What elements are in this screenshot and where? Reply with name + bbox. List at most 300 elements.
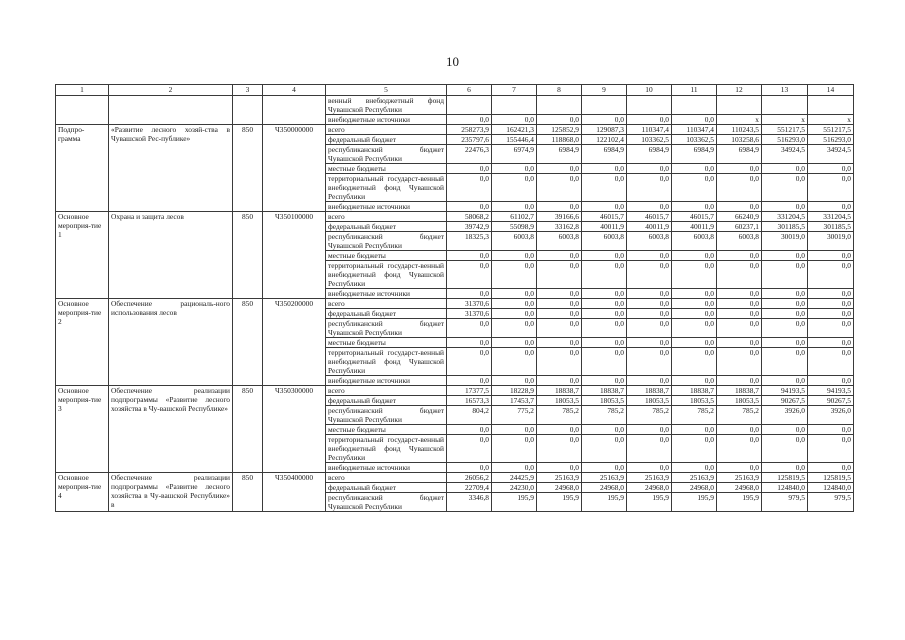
amount-cell: 0,0 <box>627 251 672 261</box>
amount-cell: 0,0 <box>672 309 717 319</box>
amount-cell: 0,0 <box>582 319 627 338</box>
amount-cell: 162421,3 <box>492 125 537 135</box>
amount-cell: 60237,1 <box>717 222 762 232</box>
amount-cell: 0,0 <box>672 251 717 261</box>
amount-cell: 18325,3 <box>447 232 492 251</box>
status-cell: Основное мероприя-тие 1 <box>56 212 109 299</box>
funding-source: федеральный бюджет <box>326 222 447 232</box>
executor-code-cell: 850 <box>233 125 263 212</box>
amount-cell: 103362,5 <box>627 135 672 145</box>
amount-cell: 40011,9 <box>627 222 672 232</box>
amount-cell: 0,0 <box>672 299 717 309</box>
table-row <box>56 473 854 483</box>
amount-cell: 0,0 <box>627 435 672 463</box>
funding-source: территориальный государст-венный внебюджетный фонд Чувашской Республики <box>326 261 447 289</box>
amount-cell: 0,0 <box>447 463 492 473</box>
table-row <box>56 386 854 396</box>
amount-cell: 0,0 <box>672 174 717 202</box>
amount-cell: 0,0 <box>627 261 672 289</box>
amount-cell: 18838,7 <box>717 386 762 396</box>
funding-source: внебюджетные источники <box>326 202 447 212</box>
amount-cell: 0,0 <box>627 174 672 202</box>
amount-cell: 0,0 <box>672 338 717 348</box>
amount-cell: 125819,5 <box>762 473 808 483</box>
amount-cell: 0,0 <box>492 425 537 435</box>
amount-cell: 0,0 <box>537 425 582 435</box>
amount-cell: 0,0 <box>672 202 717 212</box>
amount-cell: 58068,2 <box>447 212 492 222</box>
funding-source: внебюджетные источники <box>326 376 447 386</box>
funding-source: федеральный бюджет <box>326 396 447 406</box>
amount-cell: 6984,9 <box>627 145 672 164</box>
amount-cell: 3926,0 <box>762 406 808 425</box>
amount-cell: 0,0 <box>492 174 537 202</box>
amount-cell: 25163,9 <box>717 473 762 483</box>
amount-cell: 551217,5 <box>762 125 808 135</box>
amount-cell: 0,0 <box>808 261 854 289</box>
amount-cell: 0,0 <box>808 338 854 348</box>
amount-cell: 785,2 <box>537 406 582 425</box>
financing-table <box>55 84 854 512</box>
amount-cell: 18228,9 <box>492 386 537 396</box>
amount-cell: 18053,5 <box>582 396 627 406</box>
amount-cell: 6984,9 <box>582 145 627 164</box>
amount-cell: 31370,6 <box>447 299 492 309</box>
amount-cell: 0,0 <box>582 348 627 376</box>
amount-cell: 24968,0 <box>582 483 627 493</box>
amount-cell: 0,0 <box>582 299 627 309</box>
amount-cell: 0,0 <box>762 435 808 463</box>
amount-cell: 0,0 <box>627 425 672 435</box>
amount-cell: 0,0 <box>808 289 854 299</box>
amount-cell: 0,0 <box>492 115 537 125</box>
amount-cell: 34924,5 <box>762 145 808 164</box>
amount-cell: 0,0 <box>492 338 537 348</box>
amount-cell: 0,0 <box>717 319 762 338</box>
column-number: 5 <box>326 85 447 96</box>
funding-source: местные бюджеты <box>326 338 447 348</box>
amount-cell: 0,0 <box>672 319 717 338</box>
amount-cell: 0,0 <box>492 299 537 309</box>
amount-cell: 6984,9 <box>672 145 717 164</box>
amount-cell: 22709,4 <box>447 483 492 493</box>
amount-cell: 0,0 <box>537 164 582 174</box>
funding-source: всего <box>326 299 447 309</box>
budget-code-cell: Ч350000000 <box>263 125 326 212</box>
amount-cell: 124840,0 <box>762 483 808 493</box>
amount-cell: 0,0 <box>582 202 627 212</box>
amount-cell: 0,0 <box>582 338 627 348</box>
amount-cell: 90267,5 <box>808 396 854 406</box>
amount-cell: 0,0 <box>808 174 854 202</box>
amount-cell: 301185,5 <box>808 222 854 232</box>
amount-cell: 0,0 <box>808 202 854 212</box>
amount-cell: 0,0 <box>582 251 627 261</box>
amount-cell: 0,0 <box>492 251 537 261</box>
amount-cell: 0,0 <box>627 309 672 319</box>
amount-cell: 0,0 <box>672 115 717 125</box>
title-cell: Обеспечение рациональ-ного использования лесов <box>109 299 233 386</box>
amount-cell: 129087,3 <box>582 125 627 135</box>
amount-cell: 0,0 <box>808 435 854 463</box>
funding-source: республиканский бюджет Чувашской Республики <box>326 145 447 164</box>
funding-source: местные бюджеты <box>326 251 447 261</box>
amount-cell: 516293,0 <box>808 135 854 145</box>
amount-cell <box>672 96 717 115</box>
amount-cell: 0,0 <box>762 164 808 174</box>
amount-cell: 0,0 <box>672 376 717 386</box>
funding-source: федеральный бюджет <box>326 483 447 493</box>
amount-cell: 18053,5 <box>537 396 582 406</box>
amount-cell: 103258,6 <box>717 135 762 145</box>
amount-cell: 516293,0 <box>762 135 808 145</box>
funding-source: внебюджетные источники <box>326 115 447 125</box>
amount-cell: 258273,9 <box>447 125 492 135</box>
title-cell: Охрана и защита лесов <box>109 212 233 299</box>
amount-cell: 0,0 <box>627 299 672 309</box>
amount-cell: 0,0 <box>492 463 537 473</box>
blank-cell <box>233 96 263 125</box>
amount-cell: 0,0 <box>537 251 582 261</box>
amount-cell: 94193,5 <box>808 386 854 396</box>
amount-cell: 40011,9 <box>672 222 717 232</box>
amount-cell: 0,0 <box>717 309 762 319</box>
column-number: 8 <box>537 85 582 96</box>
amount-cell: 18838,7 <box>582 386 627 396</box>
amount-cell: 31370,6 <box>447 309 492 319</box>
amount-cell: 0,0 <box>627 115 672 125</box>
amount-cell: 0,0 <box>808 164 854 174</box>
amount-cell: 0,0 <box>627 463 672 473</box>
amount-cell: 0,0 <box>492 289 537 299</box>
amount-cell: 979,5 <box>808 493 854 512</box>
amount-cell: 6003,8 <box>582 232 627 251</box>
executor-code-cell: 850 <box>233 212 263 299</box>
amount-cell: 0,0 <box>582 289 627 299</box>
amount-cell: 0,0 <box>582 164 627 174</box>
amount-cell: 3926,0 <box>808 406 854 425</box>
column-number: 12 <box>717 85 762 96</box>
amount-cell: 0,0 <box>717 463 762 473</box>
amount-cell <box>492 96 537 115</box>
amount-cell: 0,0 <box>537 435 582 463</box>
amount-cell: 0,0 <box>762 251 808 261</box>
status-cell: Основное мероприя-тие 2 <box>56 299 109 386</box>
funding-source: республиканский бюджет Чувашской Республики <box>326 406 447 425</box>
amount-cell: 0,0 <box>762 289 808 299</box>
amount-cell: 0,0 <box>537 174 582 202</box>
amount-cell: 0,0 <box>447 251 492 261</box>
amount-cell: 25163,9 <box>582 473 627 483</box>
amount-cell: 0,0 <box>627 376 672 386</box>
amount-cell: 0,0 <box>762 202 808 212</box>
amount-cell: 0,0 <box>537 289 582 299</box>
amount-cell: 39166,6 <box>537 212 582 222</box>
amount-cell: 0,0 <box>447 319 492 338</box>
amount-cell: 0,0 <box>627 319 672 338</box>
amount-cell: 0,0 <box>627 202 672 212</box>
amount-cell: 30019,0 <box>762 232 808 251</box>
amount-cell: 0,0 <box>582 463 627 473</box>
title-cell: Обеспечение реализации подпрограммы «Развитие лесного хозяйства в Чу-вашской Республике» в <box>109 473 233 512</box>
amount-cell: 0,0 <box>717 164 762 174</box>
amount-cell: 17453,7 <box>492 396 537 406</box>
amount-cell: 6984,9 <box>717 145 762 164</box>
amount-cell: 0,0 <box>447 376 492 386</box>
amount-cell: 195,9 <box>492 493 537 512</box>
amount-cell: 6003,8 <box>717 232 762 251</box>
amount-cell: 979,5 <box>762 493 808 512</box>
amount-cell: 0,0 <box>582 115 627 125</box>
amount-cell: 25163,9 <box>672 473 717 483</box>
amount-cell: 0,0 <box>447 261 492 289</box>
amount-cell: 0,0 <box>582 435 627 463</box>
amount-cell: 122102,4 <box>582 135 627 145</box>
funding-source: внебюджетные источники <box>326 463 447 473</box>
amount-cell: 0,0 <box>537 309 582 319</box>
column-number: 1 <box>56 85 109 96</box>
status-cell: Подпро-грамма <box>56 125 109 212</box>
amount-cell: 24968,0 <box>717 483 762 493</box>
amount-cell: 195,9 <box>627 493 672 512</box>
amount-cell: 34924,5 <box>808 145 854 164</box>
funding-source: республиканский бюджет Чувашской Республики <box>326 493 447 512</box>
amount-cell: 0,0 <box>447 348 492 376</box>
amount-cell <box>762 96 808 115</box>
budget-code-cell: Ч350200000 <box>263 299 326 386</box>
amount-cell: 0,0 <box>762 463 808 473</box>
amount-cell: 0,0 <box>537 115 582 125</box>
amount-cell: 0,0 <box>808 299 854 309</box>
amount-cell: 0,0 <box>537 348 582 376</box>
amount-cell: 0,0 <box>582 425 627 435</box>
amount-cell: 24968,0 <box>672 483 717 493</box>
amount-cell: 0,0 <box>762 309 808 319</box>
amount-cell: 6003,8 <box>627 232 672 251</box>
amount-cell: 0,0 <box>717 174 762 202</box>
amount-cell: 0,0 <box>762 348 808 376</box>
amount-cell: 785,2 <box>717 406 762 425</box>
amount-cell: 18053,5 <box>627 396 672 406</box>
amount-cell: x <box>808 115 854 125</box>
amount-cell: 0,0 <box>672 289 717 299</box>
amount-cell <box>717 96 762 115</box>
amount-cell: 46015,7 <box>627 212 672 222</box>
amount-cell: 18053,5 <box>672 396 717 406</box>
amount-cell: 0,0 <box>492 435 537 463</box>
amount-cell: 0,0 <box>717 202 762 212</box>
amount-cell: 785,2 <box>627 406 672 425</box>
amount-cell: 0,0 <box>447 174 492 202</box>
funding-source: всего <box>326 212 447 222</box>
funding-source: всего <box>326 386 447 396</box>
amount-cell: 0,0 <box>537 319 582 338</box>
amount-cell: 0,0 <box>537 338 582 348</box>
column-number: 2 <box>109 85 233 96</box>
amount-cell: 90267,5 <box>762 396 808 406</box>
amount-cell: 110347,4 <box>627 125 672 135</box>
amount-cell: 18838,7 <box>627 386 672 396</box>
amount-cell: 551217,5 <box>808 125 854 135</box>
amount-cell: 46015,7 <box>582 212 627 222</box>
amount-cell: 195,9 <box>717 493 762 512</box>
amount-cell: 26056,2 <box>447 473 492 483</box>
amount-cell: 0,0 <box>492 376 537 386</box>
amount-cell: 33162,8 <box>537 222 582 232</box>
status-cell: Основное мероприя-тие 4 <box>56 473 109 512</box>
amount-cell: 0,0 <box>672 425 717 435</box>
amount-cell: 0,0 <box>492 202 537 212</box>
amount-cell: 0,0 <box>492 319 537 338</box>
amount-cell: 0,0 <box>627 289 672 299</box>
amount-cell: 0,0 <box>672 463 717 473</box>
amount-cell <box>582 96 627 115</box>
amount-cell: 0,0 <box>808 376 854 386</box>
funding-source: федеральный бюджет <box>326 135 447 145</box>
amount-cell: 18838,7 <box>672 386 717 396</box>
amount-cell: 785,2 <box>672 406 717 425</box>
amount-cell: 0,0 <box>492 309 537 319</box>
column-number: 6 <box>447 85 492 96</box>
status-cell: Основное мероприя-тие 3 <box>56 386 109 473</box>
amount-cell: 0,0 <box>582 309 627 319</box>
amount-cell: 103362,5 <box>672 135 717 145</box>
amount-cell: 775,2 <box>492 406 537 425</box>
amount-cell: 0,0 <box>717 299 762 309</box>
amount-cell: 0,0 <box>762 174 808 202</box>
funding-source: венный внебюджетный фонд Чувашской Республики <box>326 96 447 115</box>
amount-cell: 125819,5 <box>808 473 854 483</box>
amount-cell: 24968,0 <box>537 483 582 493</box>
amount-cell: 0,0 <box>537 202 582 212</box>
amount-cell: 0,0 <box>808 425 854 435</box>
amount-cell: 66240,9 <box>717 212 762 222</box>
amount-cell: 124840,0 <box>808 483 854 493</box>
executor-code-cell: 850 <box>233 473 263 512</box>
table-row <box>56 125 854 135</box>
amount-cell: 0,0 <box>627 338 672 348</box>
page-number: 10 <box>446 54 459 69</box>
amount-cell: 0,0 <box>447 115 492 125</box>
amount-cell: 0,0 <box>627 348 672 376</box>
table-row <box>56 299 854 309</box>
funding-source: местные бюджеты <box>326 425 447 435</box>
amount-cell: 0,0 <box>582 261 627 289</box>
amount-cell: 17377,5 <box>447 386 492 396</box>
amount-cell: 118868,0 <box>537 135 582 145</box>
amount-cell: 235797,6 <box>447 135 492 145</box>
amount-cell: 6003,8 <box>492 232 537 251</box>
column-number-row <box>56 85 854 96</box>
blank-cell <box>263 96 326 125</box>
budget-code-cell: Ч350300000 <box>263 386 326 473</box>
amount-cell: 0,0 <box>762 261 808 289</box>
amount-cell: 0,0 <box>537 463 582 473</box>
amount-cell: 30019,0 <box>808 232 854 251</box>
amount-cell: 195,9 <box>537 493 582 512</box>
column-number: 11 <box>672 85 717 96</box>
executor-code-cell: 850 <box>233 386 263 473</box>
amount-cell: 0,0 <box>447 164 492 174</box>
column-number: 4 <box>263 85 326 96</box>
funding-source: республиканский бюджет Чувашской Республики <box>326 319 447 338</box>
amount-cell: 24968,0 <box>627 483 672 493</box>
amount-cell <box>627 96 672 115</box>
amount-cell: 301185,5 <box>762 222 808 232</box>
amount-cell: 25163,9 <box>627 473 672 483</box>
column-number: 3 <box>233 85 263 96</box>
amount-cell: 331204,5 <box>762 212 808 222</box>
funding-source: всего <box>326 125 447 135</box>
amount-cell: x <box>717 115 762 125</box>
amount-cell: x <box>762 115 808 125</box>
amount-cell: 24230,0 <box>492 483 537 493</box>
amount-cell: 0,0 <box>582 376 627 386</box>
amount-cell: 39742,9 <box>447 222 492 232</box>
funding-source: местные бюджеты <box>326 164 447 174</box>
amount-cell: 0,0 <box>492 261 537 289</box>
amount-cell: 0,0 <box>447 425 492 435</box>
amount-cell: 61102,7 <box>492 212 537 222</box>
amount-cell: 55098,9 <box>492 222 537 232</box>
column-number: 7 <box>492 85 537 96</box>
amount-cell: 0,0 <box>672 261 717 289</box>
amount-cell: 0,0 <box>717 376 762 386</box>
amount-cell: 0,0 <box>717 261 762 289</box>
amount-cell: 0,0 <box>447 202 492 212</box>
amount-cell: 125852,9 <box>537 125 582 135</box>
title-cell: «Развитие лесного хозяй-ства в Чувашской Рес-публике» <box>109 125 233 212</box>
amount-cell: 0,0 <box>717 435 762 463</box>
amount-cell: 0,0 <box>717 338 762 348</box>
amount-cell: 22476,3 <box>447 145 492 164</box>
amount-cell: 0,0 <box>717 425 762 435</box>
amount-cell: 0,0 <box>672 164 717 174</box>
amount-cell: 0,0 <box>492 164 537 174</box>
amount-cell: 0,0 <box>762 338 808 348</box>
funding-source: внебюджетные источники <box>326 289 447 299</box>
amount-cell <box>447 96 492 115</box>
budget-code-cell: Ч350100000 <box>263 212 326 299</box>
amount-cell: 0,0 <box>717 289 762 299</box>
column-number: 14 <box>808 85 854 96</box>
amount-cell: 0,0 <box>537 299 582 309</box>
amount-cell: 0,0 <box>762 425 808 435</box>
amount-cell: 0,0 <box>717 348 762 376</box>
amount-cell: 6974,9 <box>492 145 537 164</box>
amount-cell: 0,0 <box>537 261 582 289</box>
column-number: 13 <box>762 85 808 96</box>
amount-cell: 94193,5 <box>762 386 808 396</box>
amount-cell: 110347,4 <box>672 125 717 135</box>
funding-source: федеральный бюджет <box>326 309 447 319</box>
amount-cell: 16573,3 <box>447 396 492 406</box>
amount-cell: 0,0 <box>808 463 854 473</box>
amount-cell: 18053,5 <box>717 396 762 406</box>
amount-cell: 331204,5 <box>808 212 854 222</box>
amount-cell: 18838,7 <box>537 386 582 396</box>
amount-cell: 0,0 <box>762 299 808 309</box>
amount-cell: 0,0 <box>447 289 492 299</box>
funding-source: территориальный государст-венный внебюджетный фонд Чувашской Республики <box>326 174 447 202</box>
funding-source: республиканский бюджет Чувашской Республики <box>326 232 447 251</box>
amount-cell: 0,0 <box>808 348 854 376</box>
funding-source: всего <box>326 473 447 483</box>
column-number: 10 <box>627 85 672 96</box>
amount-cell: 804,2 <box>447 406 492 425</box>
amount-cell: 0,0 <box>447 338 492 348</box>
amount-cell: 40011,9 <box>582 222 627 232</box>
